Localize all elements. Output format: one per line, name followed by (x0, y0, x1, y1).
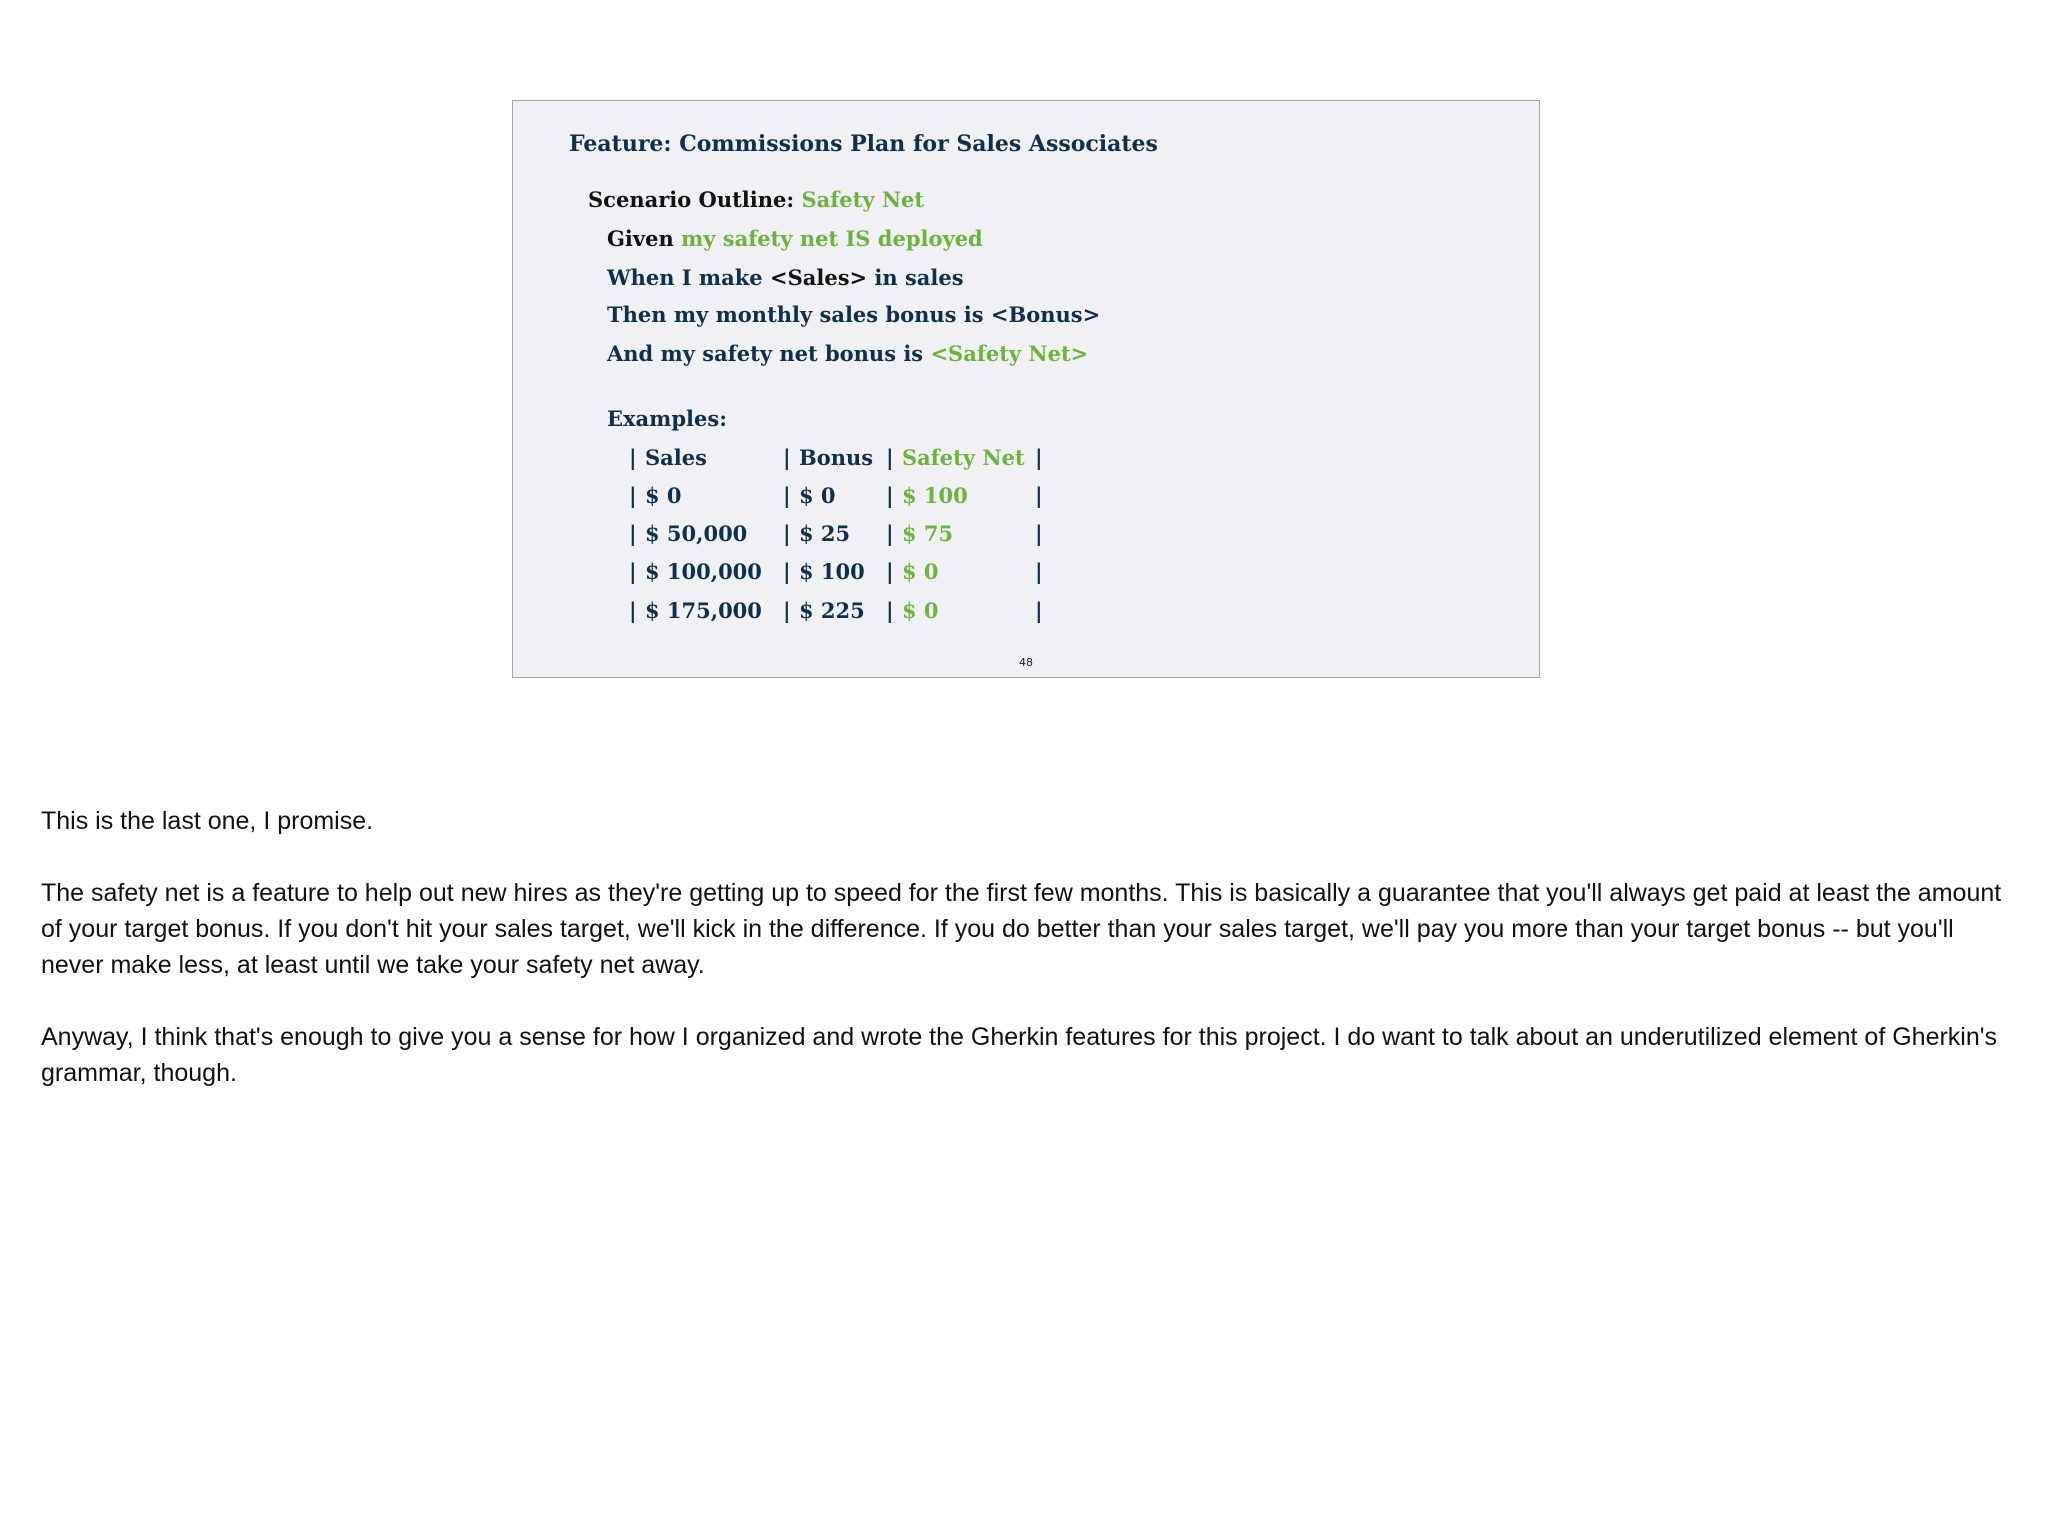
notes-paragraph: The safety net is a feature to help out new hires as they're getting up to speed for the first few months. This is basically a guarantee that you'll always get paid at least the amount of your target bonus. If you don't hit your sales target, we'll kick in the difference. If you do better than your sales target, we'll pay you more than your target bonus -- but you'll never make less, at least until we take your safety net away. (41, 879, 2002, 979)
cell-bonus: $ 225 (799, 598, 865, 623)
scenario-outline-line (588, 189, 924, 210)
scenario-name: Safety Net (801, 187, 925, 212)
table-pipe: | (886, 445, 894, 470)
given-keyword: Given (607, 226, 674, 251)
then-step: Then my monthly sales bonus is <Bonus> (607, 302, 1101, 327)
table-pipe: | (1035, 521, 1043, 546)
and-step (607, 343, 1088, 364)
table-pipe: | (783, 598, 791, 623)
when-param: <Sales> (769, 265, 868, 290)
table-pipe: | (1035, 483, 1043, 508)
table-pipe: | (783, 521, 791, 546)
cell-bonus: $ 0 (799, 483, 836, 508)
cell-sales: $ 175,000 (645, 598, 762, 623)
table-pipe: | (1035, 559, 1043, 584)
table-pipe: | (629, 445, 637, 470)
table-pipe: | (629, 521, 637, 546)
table-pipe: | (886, 521, 894, 546)
header-sales: Sales (645, 445, 707, 470)
table-pipe: | (629, 598, 637, 623)
scenario-label: Scenario Outline: (588, 187, 795, 212)
table-pipe: | (629, 559, 637, 584)
examples-label: Examples: (607, 406, 727, 431)
when-text-a: When I make (607, 265, 770, 290)
cell-safety-net: $ 100 (902, 483, 968, 508)
presenter-notes (41, 803, 2011, 1127)
table-pipe: | (783, 559, 791, 584)
cell-safety-net: $ 75 (902, 521, 954, 546)
slide-number: 48 (1019, 656, 1033, 669)
when-text-b: in sales (867, 265, 964, 290)
notes-paragraph: Anyway, I think that's enough to give you a sense for how I organized and wrote the Gherkin features for this project. I do want to talk about an underutilized element of Gherkin's grammar, though. (41, 1023, 1998, 1087)
cell-safety-net: $ 0 (902, 559, 939, 584)
table-pipe: | (886, 598, 894, 623)
table-pipe: | (886, 559, 894, 584)
table-pipe: | (1035, 598, 1043, 623)
cell-sales: $ 0 (645, 483, 682, 508)
given-step (607, 228, 983, 249)
header-safety-net: Safety Net (902, 445, 1025, 470)
cell-safety-net: $ 0 (902, 598, 939, 623)
and-param: <Safety Net> (930, 341, 1089, 366)
when-step (607, 267, 964, 288)
table-pipe: | (1035, 445, 1043, 470)
table-pipe: | (629, 483, 637, 508)
table-pipe: | (783, 483, 791, 508)
cell-bonus: $ 100 (799, 559, 865, 584)
cell-sales: $ 100,000 (645, 559, 762, 584)
and-text: And my safety net bonus is (607, 341, 931, 366)
slide (512, 100, 1540, 678)
table-pipe: | (886, 483, 894, 508)
table-pipe: | (783, 445, 791, 470)
header-bonus: Bonus (799, 445, 874, 470)
feature-title: Feature: Commissions Plan for Sales Associates (569, 131, 1158, 157)
given-text: my safety net IS deployed (681, 226, 983, 251)
cell-bonus: $ 25 (799, 521, 851, 546)
notes-paragraph: This is the last one, I promise. (41, 807, 374, 835)
cell-sales: $ 50,000 (645, 521, 748, 546)
